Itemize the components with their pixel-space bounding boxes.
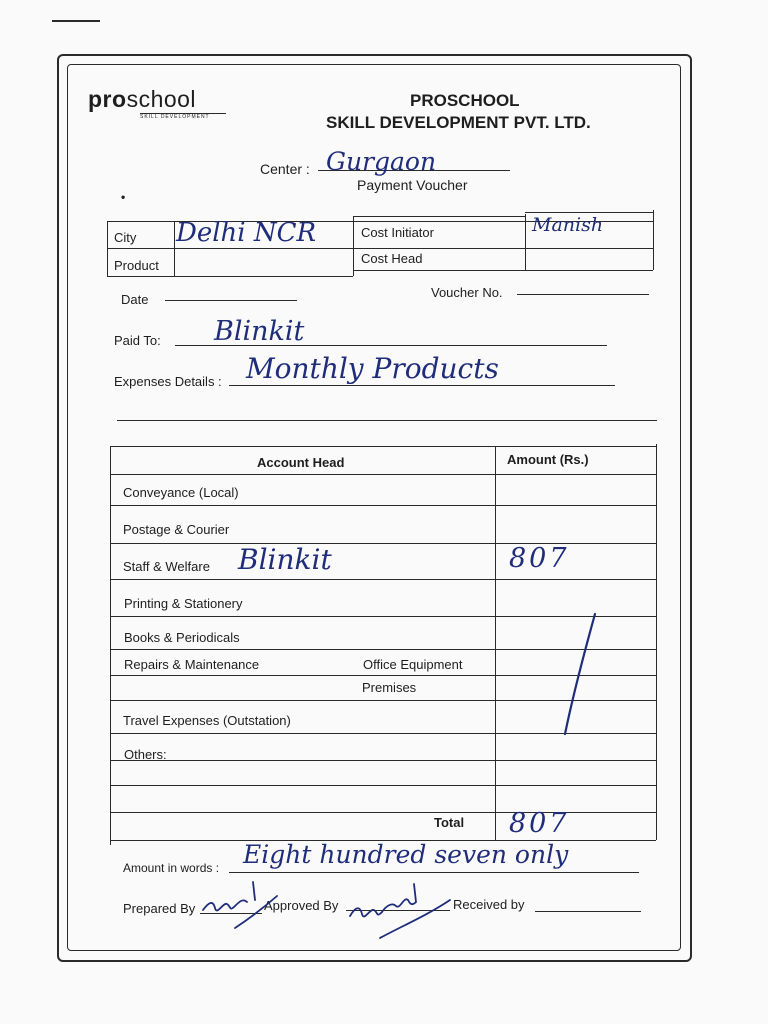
logo-pro: pro bbox=[88, 86, 127, 112]
expenses-line-2 bbox=[117, 420, 657, 421]
row-conveyance: Conveyance (Local) bbox=[123, 485, 239, 500]
row-postage: Postage & Courier bbox=[123, 522, 230, 537]
row-travel: Travel Expenses (Outstation) bbox=[123, 713, 291, 728]
staff-welfare-amount: 807 bbox=[509, 543, 570, 574]
voucher-line bbox=[517, 294, 649, 295]
logo-school: school bbox=[126, 86, 197, 112]
logo-tagline: SKILL DEVELOPMENT bbox=[140, 114, 210, 120]
date-label: Date bbox=[121, 292, 149, 307]
city-label: City bbox=[114, 230, 137, 245]
amount-words-label: Amount in words : bbox=[123, 861, 220, 875]
prepared-by-signature bbox=[195, 872, 285, 932]
account-head-header: Account Head bbox=[257, 455, 345, 470]
company-name: PROSCHOOL bbox=[410, 91, 520, 110]
paid-to-value: Blinkit bbox=[214, 316, 305, 347]
date-line bbox=[165, 300, 297, 301]
corner-mark bbox=[52, 20, 100, 22]
amount-header: Amount (Rs.) bbox=[507, 452, 589, 467]
paid-to-label: Paid To: bbox=[114, 333, 161, 348]
expenses-line bbox=[229, 385, 615, 386]
row-staff-welfare: Staff & Welfare bbox=[123, 559, 210, 574]
inner-border bbox=[67, 64, 681, 951]
received-by-label: Received by bbox=[453, 897, 525, 912]
center-value: Gurgaon bbox=[326, 147, 437, 176]
approved-by-label: Approved By bbox=[264, 898, 339, 913]
row-printing: Printing & Stationery bbox=[124, 596, 243, 611]
logo bbox=[88, 86, 196, 113]
amount-words-line bbox=[229, 872, 639, 873]
approved-by-signature bbox=[340, 876, 460, 946]
prepared-by-label: Prepared By bbox=[123, 901, 196, 916]
amount-strike-mark bbox=[555, 610, 605, 740]
row-repairs: Repairs & Maintenance bbox=[124, 657, 260, 672]
row-office-equipment: Office Equipment bbox=[363, 657, 463, 672]
product-label: Product bbox=[114, 258, 159, 273]
cost-head-label: Cost Head bbox=[361, 251, 423, 266]
row-books: Books & Periodicals bbox=[124, 630, 240, 645]
voucher-label: Voucher No. bbox=[431, 285, 503, 300]
total-value: 807 bbox=[509, 808, 570, 839]
received-by-line bbox=[535, 911, 641, 912]
cost-initiator-label: Cost Initiator bbox=[361, 225, 434, 240]
city-value: Delhi NCR bbox=[176, 218, 317, 248]
expenses-value: Monthly Products bbox=[246, 352, 499, 385]
document-title: Payment Voucher bbox=[357, 177, 468, 193]
row-others: Others: bbox=[124, 747, 167, 762]
staff-welfare-note: Blinkit bbox=[238, 543, 332, 576]
company-fullname: SKILL DEVELOPMENT PVT. LTD. bbox=[326, 113, 591, 132]
row-premises: Premises bbox=[362, 680, 417, 695]
amount-words-value: Eight hundred seven only bbox=[243, 840, 569, 869]
dot-mark: • bbox=[121, 190, 126, 204]
center-label: Center : bbox=[260, 161, 310, 177]
expenses-label: Expenses Details : bbox=[114, 374, 222, 389]
total-label: Total bbox=[434, 815, 465, 830]
cost-initiator-value: Manish bbox=[532, 214, 604, 236]
